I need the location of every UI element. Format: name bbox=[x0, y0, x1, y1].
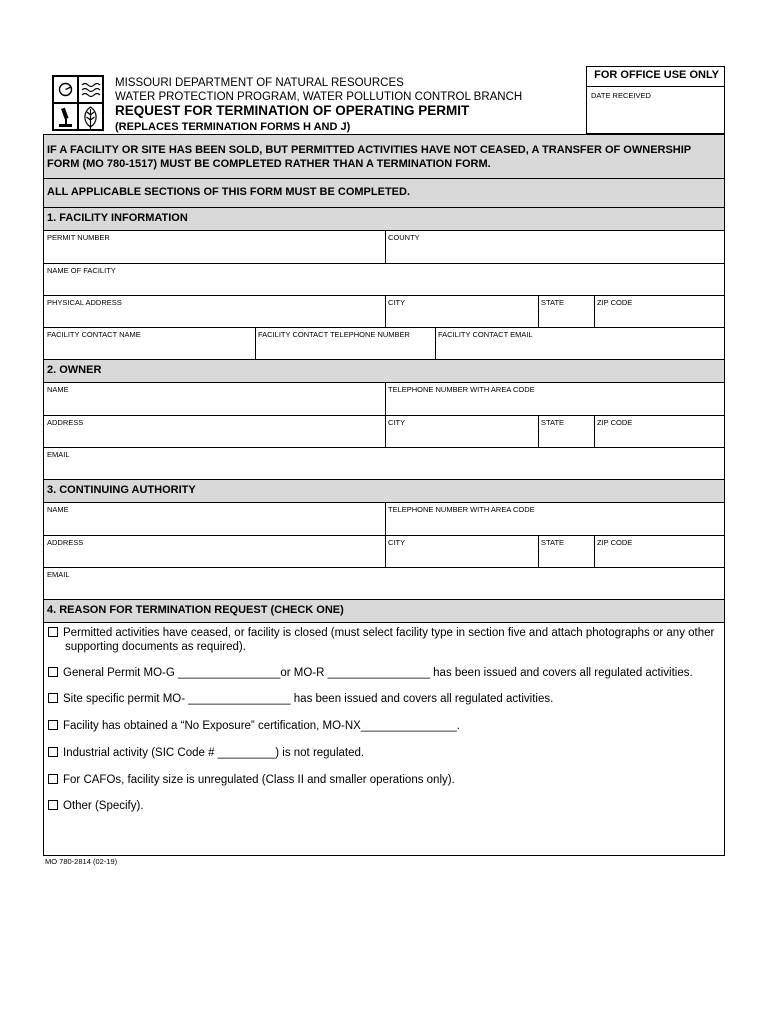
instructions-text: ALL APPLICABLE SECTIONS OF THIS FORM MUST BE COMPLETED. bbox=[47, 186, 411, 198]
notice-banner bbox=[44, 135, 724, 178]
section-2-header bbox=[44, 360, 724, 382]
owner-email-field[interactable]: EMAIL bbox=[47, 450, 70, 459]
reason-option-label: General Permit MO-G ________________or MO-R ________________ has been issued and covers all regulated activities. bbox=[63, 667, 693, 679]
checkbox[interactable] bbox=[48, 747, 58, 757]
facility-name-field[interactable]: NAME OF FACILITY bbox=[47, 266, 116, 275]
contact-phone-field[interactable]: FACILITY CONTACT TELEPHONE NUMBER bbox=[258, 330, 410, 339]
reason-option-cafo[interactable] bbox=[48, 773, 455, 787]
reason-option-no-exposure[interactable] bbox=[48, 719, 460, 733]
checkbox[interactable] bbox=[48, 774, 58, 784]
reason-option-ceased[interactable] bbox=[48, 626, 714, 654]
section-4-heading: 4. REASON FOR TERMINATION REQUEST (CHECK ONE) bbox=[47, 604, 344, 616]
leaf-icon bbox=[78, 103, 103, 130]
authority-zip-field[interactable]: ZIP CODE bbox=[597, 538, 633, 547]
authority-city-field[interactable]: CITY bbox=[388, 538, 406, 547]
reason-option-other[interactable] bbox=[48, 799, 144, 813]
reason-option-label: Site specific permit MO- ________________ has been issued and covers all regulated activities. bbox=[63, 693, 554, 705]
owner-address-field[interactable]: ADDRESS bbox=[47, 418, 84, 427]
permit-number-field[interactable]: PERMIT NUMBER bbox=[47, 233, 110, 242]
reason-option-label: Facility has obtained a “No Exposure” certification, MO-NX_______________. bbox=[63, 720, 460, 732]
owner-state-field[interactable]: STATE bbox=[541, 418, 565, 427]
instructions-banner bbox=[44, 179, 724, 207]
section-1-header bbox=[44, 208, 724, 230]
checkbox[interactable] bbox=[48, 693, 58, 703]
reason-option-label-cont: supporting documents as required). bbox=[65, 641, 246, 653]
owner-name-field[interactable]: NAME bbox=[47, 385, 69, 394]
facility-zip-field[interactable]: ZIP CODE bbox=[597, 298, 633, 307]
county-field[interactable]: COUNTY bbox=[388, 233, 420, 242]
facility-city-field[interactable]: CITY bbox=[388, 298, 406, 307]
reason-option-label: For CAFOs, facility size is unregulated (Class II and smaller operations only). bbox=[63, 774, 455, 786]
facility-state-field[interactable]: STATE bbox=[541, 298, 565, 307]
agency-line-1: MISSOURI DEPARTMENT OF NATURAL RESOURCES bbox=[115, 77, 404, 89]
water-icon bbox=[78, 76, 103, 103]
office-use-box bbox=[586, 66, 725, 134]
authority-address-field[interactable]: ADDRESS bbox=[47, 538, 84, 547]
checkbox[interactable] bbox=[48, 720, 58, 730]
physical-address-field[interactable]: PHYSICAL ADDRESS bbox=[47, 298, 122, 307]
section-2-heading: 2. OWNER bbox=[47, 364, 102, 376]
section-1-heading: 1. FACILITY INFORMATION bbox=[47, 212, 188, 224]
reason-option-site-specific[interactable] bbox=[48, 692, 553, 706]
owner-zip-field[interactable]: ZIP CODE bbox=[597, 418, 633, 427]
section-4-header bbox=[44, 600, 724, 622]
contact-email-field[interactable]: FACILITY CONTACT EMAIL bbox=[438, 330, 533, 339]
form-body bbox=[43, 134, 725, 856]
checkbox[interactable] bbox=[48, 667, 58, 677]
authority-phone-field[interactable]: TELEPHONE NUMBER WITH AREA CODE bbox=[388, 505, 535, 514]
notice-text: IF A FACILITY OR SITE HAS BEEN SOLD, BUT PERMITTED ACTIVITIES HAVE NOT CEASED, A TRANSFER OF OWNERSHIP FORM (MO 780-1517) MUST BE COMPLETED RATHER THAN A TERMINATION FORM. bbox=[47, 144, 691, 170]
dnr-logo bbox=[52, 75, 104, 131]
owner-phone-field[interactable]: TELEPHONE NUMBER WITH AREA CODE bbox=[388, 385, 535, 394]
date-received-field[interactable]: DATE RECEIVED bbox=[591, 91, 651, 100]
form-subtitle: (REPLACES TERMINATION FORMS H AND J) bbox=[115, 121, 351, 133]
agency-line-2: WATER PROTECTION PROGRAM, WATER POLLUTION CONTROL BRANCH bbox=[115, 91, 523, 103]
reason-option-label: Industrial activity (SIC Code # _________) is not regulated. bbox=[63, 747, 365, 759]
checkbox[interactable] bbox=[48, 627, 58, 637]
form-title: REQUEST FOR TERMINATION OF OPERATING PERMIT bbox=[115, 103, 470, 118]
authority-email-field[interactable]: EMAIL bbox=[47, 570, 70, 579]
owner-city-field[interactable]: CITY bbox=[388, 418, 406, 427]
sun-icon bbox=[53, 76, 78, 103]
reason-option-label: Other (Specify). bbox=[63, 800, 144, 812]
section-3-heading: 3. CONTINUING AUTHORITY bbox=[47, 484, 196, 496]
authority-state-field[interactable]: STATE bbox=[541, 538, 565, 547]
contact-name-field[interactable]: FACILITY CONTACT NAME bbox=[47, 330, 141, 339]
microscope-icon bbox=[53, 103, 78, 130]
agency-name bbox=[115, 76, 522, 104]
reason-option-label: Permitted activities have ceased, or facility is closed (must select facility type in section five and attach photographs or any other bbox=[63, 627, 715, 639]
form-number: MO 780-2814 (02-19) bbox=[45, 857, 118, 866]
reason-option-general-permit[interactable] bbox=[48, 666, 693, 680]
reason-option-industrial[interactable] bbox=[48, 746, 364, 760]
office-use-heading: FOR OFFICE USE ONLY bbox=[587, 67, 724, 87]
checkbox[interactable] bbox=[48, 800, 58, 810]
authority-name-field[interactable]: NAME bbox=[47, 505, 69, 514]
section-3-header bbox=[44, 480, 724, 502]
